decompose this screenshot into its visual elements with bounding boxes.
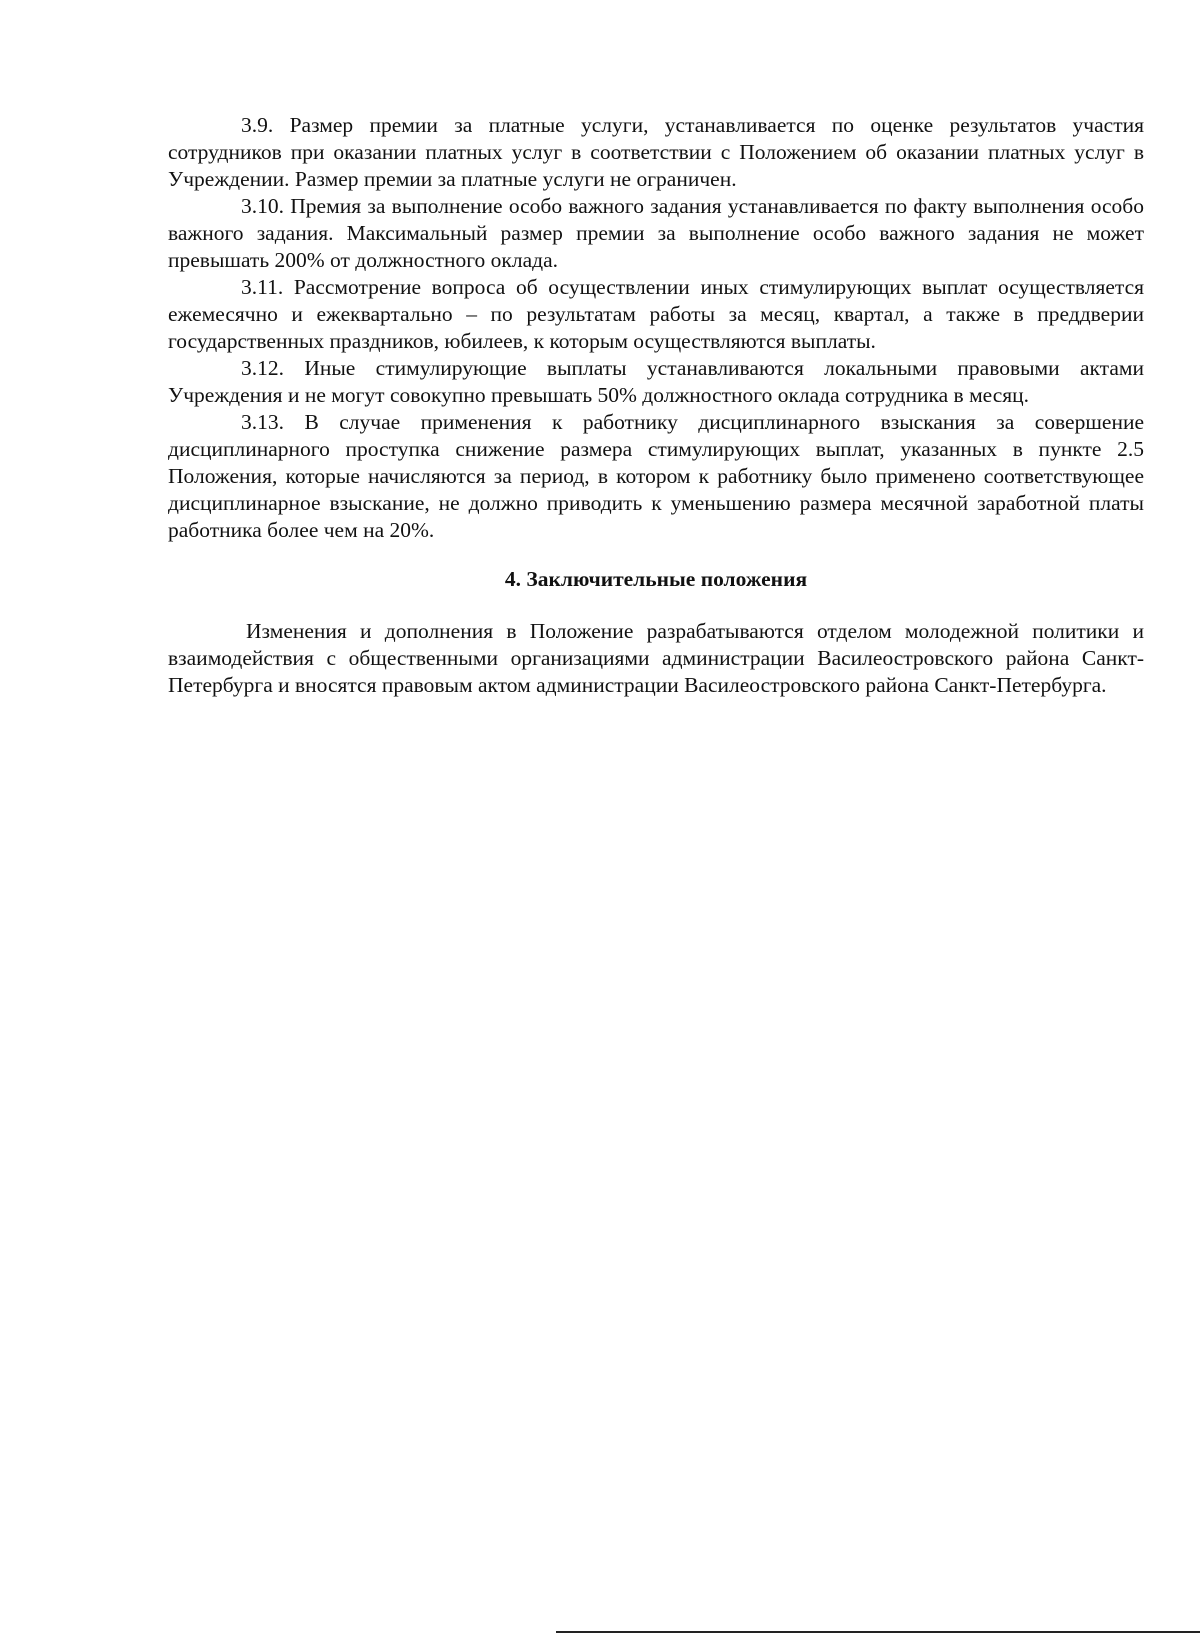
paragraph-3-11: 3.11. Рассмотрение вопроса об осуществлении иных стимулирующих выплат осуществляется ежемесячно и ежеквартально – по результатам работы за месяц, квартал, а также в преддверии государственных праздников, юбилеев, к которым осуществляются выплаты.: [168, 275, 1144, 353]
final-paragraph: Изменения и дополнения в Положение разрабатываются отделом молодежной политики и взаимодействия с общественными организациями администрации Василеостровского района Санкт-Петербурга и вносятся правовым актом администрации Василеостровского района Санкт-Петербурга.: [168, 619, 1144, 697]
section-title: 4. Заключительные положения: [504, 567, 808, 591]
document-body: [168, 112, 1144, 699]
bottom-edge-line: [556, 1631, 1200, 1633]
paragraph-3-12: 3.12. Иные стимулирующие выплаты устанавливаются локальными правовыми актами Учреждения и не могут совокупно превышать 50% должностного оклада сотрудника в месяц.: [168, 356, 1144, 407]
paragraph-3-13: 3.13. В случае применения к работнику дисциплинарного взыскания за совершение дисциплинарного проступка снижение размера стимулирующих выплат, указанных в пункте 2.5 Положения, которые начисляются за период, в котором к работнику было применено соответствующее дисциплинарное взыскание, не должно приводить к уменьшению размера месячной заработной платы работника более чем на 20%.: [168, 410, 1144, 542]
paragraph-3-10: 3.10. Премия за выполнение особо важного задания устанавливается по факту выполнения особо важного задания. Максимальный размер премии за выполнение особо важного задания не может превышать 200% от должностного оклада.: [168, 194, 1144, 272]
paragraph-3-9: 3.9. Размер премии за платные услуги, устанавливается по оценке результатов участия сотрудников при оказании платных услуг в соответствии с Положением об оказании платных услуг в Учреждении. Размер премии за платные услуги не ограничен.: [168, 113, 1144, 191]
